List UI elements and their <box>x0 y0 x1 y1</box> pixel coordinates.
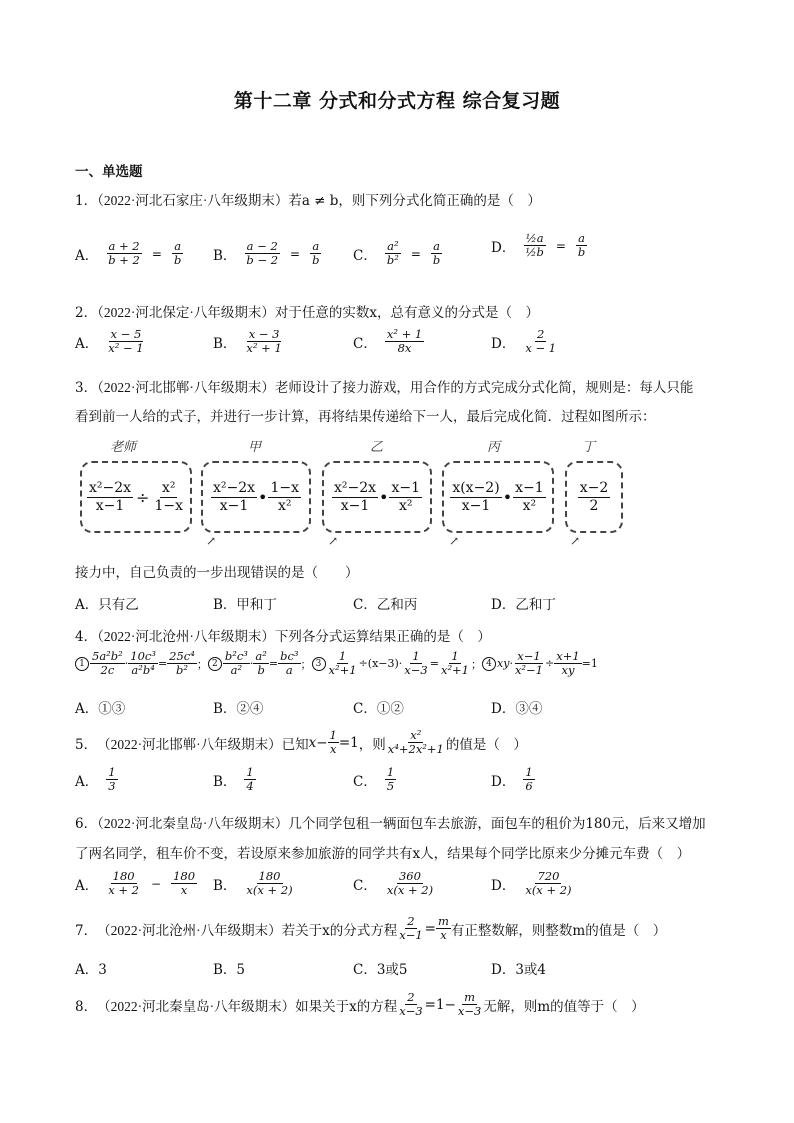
q7-option-a[interactable]: A．3 <box>75 962 107 978</box>
q1-option-a[interactable]: A． $\frac{a + 2}{b + 2}$ = $\frac{a}{b}$ <box>75 239 182 268</box>
label-teacher: 老师 <box>110 440 137 455</box>
label-yi: 乙 <box>370 440 384 455</box>
label-jia: 甲 <box>248 440 262 455</box>
question-1 <box>75 189 541 209</box>
question-4: 4．（2022·河北沧州·八年级期末）下列各分式运算结果正确的是（ ） <box>75 629 491 645</box>
q3-option-b[interactable]: B．甲和丁 <box>213 597 277 613</box>
arrow-icon: ↗ <box>328 534 339 548</box>
q6-line-2: 了两名同学，租车价不变，若设原来参加旅游的同学共有x人，结果每个同学比原来少分摊元车费（ ） <box>75 846 691 862</box>
arrow-icon: ↗ <box>206 534 217 548</box>
q2-option-b[interactable]: B． $\frac{x - 3}{\text{x² + 1}}$ <box>213 327 282 356</box>
question-6: 6．（2022·河北秦皇岛·八年级期末）几个同学包租一辆面包车去旅游，面包车的租价为180元，后来又增加 <box>75 816 706 832</box>
q3-options <box>75 593 715 613</box>
q1-source: （2022·河北石家庄·八年级期末） <box>97 193 289 208</box>
q2-option-d[interactable]: D． $\frac{2}{x - 1}$ <box>491 327 557 356</box>
q4-option-c[interactable]: C．①② <box>353 701 404 717</box>
yi-box: $\frac{\text{x²−2x}}{x-1}$ • $\frac{x-1}{\text{x²}}$ <box>322 461 432 533</box>
section-heading: 一、单选题 <box>75 164 143 180</box>
q4-option-b[interactable]: B．②④ <box>213 701 264 717</box>
q6-option-b[interactable]: B． $\frac{180}{x(x + 2)}$ <box>213 869 293 898</box>
q3-option-d[interactable]: D．乙和丁 <box>491 597 556 613</box>
q2-option-c[interactable]: C． $\frac{\text{x² + 1}}{8x}$ <box>353 327 423 356</box>
label-bing: 丙 <box>487 440 501 455</box>
q6-option-a[interactable]: A． $\frac{180}{x + 2}$ − $\frac{180}{x}$ <box>75 869 196 898</box>
q1-text: 若a ≠ b，则下列分式化简正确的是（ ） <box>288 193 541 209</box>
q2-option-a[interactable]: A． $\frac{x - 5}{\text{x² − 1}}$ <box>75 327 144 356</box>
teacher-box: $\frac{\text{x²−2x}}{x-1}$ ÷ $\frac{\text{x²}}{1-x}$ <box>80 461 192 533</box>
q1-number: 1． <box>75 193 98 209</box>
q2-options <box>75 328 715 364</box>
q3-question: 接力中，自己负责的一步出现错误的是（ ） <box>75 565 359 581</box>
jia-box: $\frac{\text{x²−2x}}{x-1}$ • $\frac{1-x}{\text{x²}}$ <box>201 461 311 533</box>
q3-option-c[interactable]: C．乙和丙 <box>353 597 418 613</box>
q5-option-c[interactable]: C． $\frac{1}{5}$ <box>353 765 395 794</box>
question-8: 8． （2022·河北秦皇岛·八年级期末） 如果关于x的方程 $\frac{2}{x-3}$ =1− $\frac{m}{x-3}$ 无解，则m的值等于（ ） <box>75 990 645 1019</box>
q4-options <box>75 697 715 717</box>
q1-options <box>75 232 715 282</box>
page-title: 第十二章 分式和分式方程 综合复习题 <box>233 90 561 112</box>
q4-option-d[interactable]: D．③④ <box>491 701 543 717</box>
q5-option-d[interactable]: D． $\frac{1}{6}$ <box>491 765 533 794</box>
arrow-icon: ↗ <box>449 534 460 548</box>
q1-option-d[interactable]: D． $\frac{\text{½a}}{\text{½b}}$ = $\frac{a}{b}$ <box>491 231 586 260</box>
q4-expressions: 1 $\frac{\text{5a²b²}}{2c}$ · $\frac{\text{10c³}}{\text{a²b⁴}}$ = $\frac{\text{25c⁴}}{\text{b²}}$ ； 2 $\frac{\text{b²c³}}{\text{a²}}$ · $\frac{\text{a²}}{b}$ = $\frac{\text{bc³}}{a}$ ； 3 $\frac{1}{\text{x²+1}}$ ÷(x−3)· $\frac{1}{x-3}$ = $\frac{1}{\text{x²+1}}$ ； 4 xy · $\frac{x-1}{\text{x²−1}}$ ÷ $\frac{x+1}{xy}$ =1 <box>75 650 598 677</box>
label-ding: 丁 <box>582 440 596 455</box>
ding-box: $\frac{x-2}{2}$ <box>565 461 623 533</box>
q4-option-a[interactable]: A．①③ <box>75 701 126 717</box>
q7-options <box>75 958 715 978</box>
q3-line-2: 看到前一人给的式子，并进行一步计算，再将结果传递给下一人，最后完成化简．过程如图所示： <box>75 409 656 425</box>
q6-options <box>75 870 715 906</box>
q5-option-b[interactable]: B． $\frac{1}{4}$ <box>213 765 254 794</box>
bing-box: $\frac{x(x-2)}{x-1}$ • $\frac{x-1}{\text{x²}}$ <box>442 461 554 533</box>
question-2: 2．（2022·河北保定·八年级期末）对于任意的实数x，总有意义的分式是（ ） <box>75 305 539 321</box>
arrow-icon: ↗ <box>570 534 581 548</box>
q6-option-c[interactable]: C． $\frac{360}{x(x + 2)}$ <box>353 869 434 898</box>
question-5: 5． （2022·河北邯郸·八年级期末） 已知 x − $\frac{1}{x}$ =1 ，则 $\frac{\text{x²}}{\text{x⁴+2x²+1}}$ 的值是（ ） <box>75 728 527 757</box>
q7-option-c[interactable]: C．3或5 <box>353 962 408 978</box>
q6-option-d[interactable]: D． $\frac{720}{x(x + 2)}$ <box>491 869 572 898</box>
q5-option-a[interactable]: A． $\frac{1}{3}$ <box>75 765 116 794</box>
question-3: 3．（2022·河北邯郸·八年级期末）老师设计了接力游戏，用合作的方式完成分式化简，规则是：每人只能 <box>75 380 694 396</box>
question-7: 7． （2022·河北沧州·八年级期末） 若关于x的分式方程 $\frac{2}{x-1}$ = $\frac{m}{x}$ 有正整数解，则整数m的值是（ ） <box>75 914 667 943</box>
q7-option-b[interactable]: B．5 <box>213 962 246 978</box>
q5-options <box>75 766 715 802</box>
q7-option-d[interactable]: D．3或4 <box>491 962 547 978</box>
q1-option-b[interactable]: B． $\frac{a - 2}{b - 2}$ = $\frac{a}{b}$ <box>213 239 320 268</box>
q3-option-a[interactable]: A．只有乙 <box>75 597 139 613</box>
q1-option-c[interactable]: C． $\frac{\text{a²}}{\text{b²}}$ = $\frac{a}{b}$ <box>353 239 441 268</box>
